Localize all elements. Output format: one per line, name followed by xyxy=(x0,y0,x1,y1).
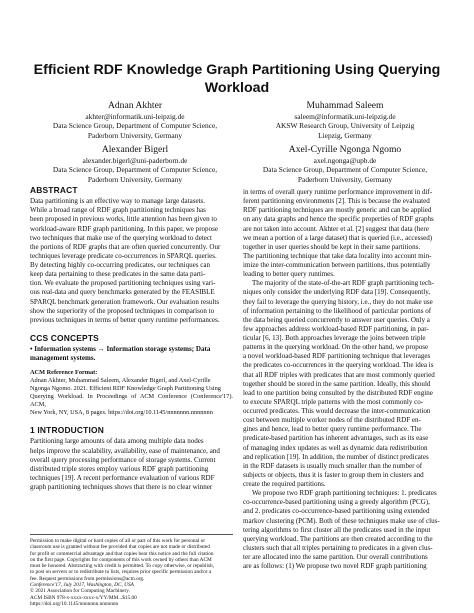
body-line: and replication [19]. In addition, the number of distinct predicates xyxy=(243,452,429,461)
body-line: RDF partitioning techniques are mostly generic and can be applied xyxy=(243,206,432,215)
body-line: occurred predicates. This would decrease the inter-communication xyxy=(243,407,431,415)
abstract-line: ous real-data and query benchmarks generated by the FEASIBLE xyxy=(30,288,215,297)
paragraph xyxy=(243,279,446,489)
body-line: leading to better query runtimes. xyxy=(243,270,335,279)
body-line: the predicates co-occurrences in the querying workload. The idea is xyxy=(243,361,434,370)
body-line: together in user queries should be kept in their same partitions. xyxy=(243,242,421,251)
body-line: that all RDF triples with predicates that are most commonly queried xyxy=(243,370,435,379)
body-line: of managing index updates as well as dynamic data redistribution xyxy=(243,443,428,452)
body-line: querying workload. The partitions are then created according to the xyxy=(243,534,433,543)
body-line: create the required partitions. xyxy=(243,480,326,488)
paragraph xyxy=(243,489,446,571)
body-line: together should be stored in the same partition. Ideally, this should xyxy=(243,379,431,388)
author-email: axel.ngonga@upb.de xyxy=(313,156,377,165)
author-affiliation: Paderborn University, Germany xyxy=(87,130,183,140)
body-line: co-occurrence-based partitioning using a greedy algorithm (PCG), xyxy=(243,498,430,507)
author-affiliation: AKSW Research Group, University of Leipzig xyxy=(275,121,415,131)
body-line: on any data graphs and hence the specific properties of RDF graphs xyxy=(243,215,434,224)
author-name: Alexander Bigerl xyxy=(101,144,169,155)
ccs-line: • Information systems → Information storage systems; Data xyxy=(30,345,211,353)
ccs-concepts xyxy=(30,345,233,363)
permission-footnote xyxy=(30,534,233,607)
author-email: saleem@informatik.uni-leipzig.de xyxy=(294,112,396,121)
footnote-line: Conference'17, July 2017, Washington, DC, USA xyxy=(30,582,134,589)
acm-reference-line: Adnan Akhter, Muhammad Saleem, Alexander Bigerl, and Axel-Cyrille xyxy=(30,377,211,385)
introduction-line: Partitioning large amounts of data among multiple data nodes xyxy=(30,437,204,446)
body-line: imize the inter-communication between partitions, thus potentially xyxy=(243,261,431,269)
body-line: they fail to leverage the querying history, i.e., they do not make use xyxy=(243,297,433,306)
introduction-line: graph partitioning techniques shows that there is no clear winner xyxy=(30,483,213,491)
body-line: The majority of the state-of-the-art RDF graph partitioning tech- xyxy=(252,279,434,288)
abstract-line: previous techniques in terms of better query runtime performances. xyxy=(30,315,220,324)
introduction-heading: 1 INTRODUCTION xyxy=(30,425,104,436)
body-line: The partitioning technique that take data locality into account min- xyxy=(243,251,432,260)
body-line: are as follows: (1) We propose two novel RDF graph partitioning xyxy=(243,562,427,571)
abstract-line: been proposed in previous works, little attention has been given to xyxy=(30,215,217,224)
body-line: ticular [6, 13]. Both approaches leverage the joins between triple xyxy=(243,334,426,342)
body-line: lead to one partition being consulted by the distributed RDF engine xyxy=(243,388,433,397)
author-affiliation: Data Science Group, Department of Computer Science, xyxy=(262,165,428,175)
author-email: alexander.bigerl@uni-paderborn.de xyxy=(82,156,188,165)
acm-reference-heading: ACM Reference Format: xyxy=(30,369,98,377)
body-line: ferent partitioning environments [2]. This is because the evaluated xyxy=(243,197,430,206)
paragraph xyxy=(243,188,446,279)
ccs-heading: CCS CONCEPTS xyxy=(30,332,99,343)
footnote-line: © 2021 Association for Computing Machinery. xyxy=(30,588,130,595)
footnote-line: https://doi.org/10.1145/nnnnnnn.nnnnnnn xyxy=(30,600,119,607)
abstract-line: By detecting highly co-occurring predicates, our techniques can xyxy=(30,261,211,269)
author-affiliation: Liepzig, Germany xyxy=(318,130,372,140)
body-line: markov clustering (PCM). Both of these techniques make use of clus- xyxy=(243,516,440,525)
abstract-body xyxy=(30,197,233,325)
title-line-2: Workload xyxy=(204,79,270,96)
author-email: akhter@informatik.uni-leipzig.de xyxy=(85,112,185,121)
author-affiliation: Data Science Group, Department of Computer Science, xyxy=(52,165,218,175)
body-line: niques only consider the underlying RDF data [19]. Consequently, xyxy=(243,288,431,297)
author-affiliation: Paderborn University, Germany xyxy=(297,174,393,184)
author-block-3 xyxy=(40,144,230,184)
author-block-4 xyxy=(250,144,440,184)
body-line: we mean a portion of a large dataset) that is queried (i.e., accessed) xyxy=(243,233,433,242)
footnote-line: classroom use is granted without fee provided that copies are not made or distributed xyxy=(30,544,210,551)
abstract-line: show the superiority of the proposed techniques in comparison to xyxy=(30,306,215,315)
right-column xyxy=(243,188,446,571)
abstract-line: techniques leverage predicate co-occurrences in SPARQL queries. xyxy=(30,251,217,260)
body-line: in the RDF datasets is usually much smaller than the number of xyxy=(243,461,423,470)
body-line: of information pertaining to the likelihood of particular portions of xyxy=(243,306,432,315)
abstract-line: two techniques that make use of the querying workload to detect xyxy=(30,233,212,242)
body-line: are not taken into account. Akhter et al. [2] suggest that data (here xyxy=(243,224,429,233)
abstract-line: workload-aware RDF graph partitioning. In this paper, we propose xyxy=(30,224,218,233)
abstract-line: tion. We evaluate the proposed partitioning techniques using vari- xyxy=(30,279,216,288)
author-name: Adnan Akhter xyxy=(107,100,163,111)
footnote-line: Permission to make digital or hard copies of all or part of this work for personal or xyxy=(30,538,206,544)
introduction-line: distributed triple stores employ various RDF graph partitioning xyxy=(30,464,209,473)
body-line: the data being queried concurrently to answer user queries. Only a xyxy=(243,315,430,324)
abstract-line: Data partitioning is an effective way to manage large datasets. xyxy=(30,197,206,206)
introduction-line: helps improve the scalability, availability, ease of maintenance, and xyxy=(30,446,220,455)
footnote-line: must be honored. Abstracting with credit is permitted. To copy otherwise, or republish, xyxy=(30,563,215,570)
body-line: tering algorithms to first cluster all the predicates used in the input xyxy=(243,525,431,534)
acm-reference-line: New York, NY, USA, 8 pages. https://doi.org/10.1145/nnnnnnn.nnnnnnn xyxy=(30,409,213,417)
abstract-line: the portions of RDF graphs that are often queried concurrently. Our xyxy=(30,242,221,251)
author-affiliation: Data Science Group, Department of Computer Science, xyxy=(52,121,218,131)
introduction-body xyxy=(30,437,233,492)
acm-reference-line: Querying Workload. In Proceedings of ACM Conference (Conference'17). ACM, xyxy=(30,393,233,409)
body-line: We propose two RDF graph partitioning techniques: 1. predicates xyxy=(252,489,437,498)
body-line: clusters such that all triples pertaining to predicates in a given clus- xyxy=(243,543,433,552)
author-name: Axel-Cyrille Ngonga Ngomo xyxy=(288,144,402,155)
body-line: patterns in the querying workload. On the other hand, we propose xyxy=(243,343,429,352)
footnote-line: ACM ISBN 978-x-xxxx-xxxx-x/YY/MM...$15.00 xyxy=(30,594,137,601)
body-line: predicate-based partition has inherent advantages, such as its ease xyxy=(243,434,429,443)
body-line: to execute SPARQL triple patterns with the most commonly co- xyxy=(243,397,424,406)
footnote-line: fee. Request permissions from permissions@acm.org. xyxy=(30,575,145,582)
introduction-line: techniques [19]. A recent performance evaluation of various RDF xyxy=(30,473,215,482)
introduction-line: overall query processing performance of storage systems. Current xyxy=(30,455,216,464)
paper-title xyxy=(30,62,444,97)
author-block-1 xyxy=(40,100,230,140)
abstract-line: keep data pertaining to these predicates in the same data parti- xyxy=(30,270,206,279)
abstract-line: While a broad range of RDF graph partitioning techniques has xyxy=(30,206,206,215)
body-line: subjects or objects, thus it is faster to group them in clusters and xyxy=(243,470,424,479)
author-name: Muhammad Saleem xyxy=(306,100,384,111)
author-block-2 xyxy=(250,100,440,140)
body-line: ter are allocated into the same partition. Our overall contributions xyxy=(243,553,428,561)
footnote-line: to post on servers or to redistribute to lists, requires prior specific permission and/or a xyxy=(30,569,212,576)
acm-reference-line: Ngonga Ngomo. 2021. Efficient RDF Knowledge Graph Partitioning Using xyxy=(30,385,221,393)
body-line: a novel workload-based RDF partitioning technique that leverages xyxy=(243,352,431,361)
body-line: and 2. predicates co-occurrence-based partitioning using extended xyxy=(243,507,430,516)
ccs-line: management systems. xyxy=(30,354,96,363)
body-line: few approaches address workload-based RDF partitioning, in par- xyxy=(243,324,429,333)
footnote-line: on the first page. Copyrights for components of this work owned by others than ACM xyxy=(30,556,212,563)
title-line-1: Efficient RDF Knowledge Graph Partitioning Using Querying xyxy=(33,62,441,78)
abstract-line: SPARQL benchmark generation framework. Our evaluation results xyxy=(30,297,220,306)
body-line: cost between multiple worker nodes of the distributed RDF en- xyxy=(243,416,421,425)
abstract-heading: ABSTRACT xyxy=(30,185,78,195)
body-line: gines and hence, lead to better query runtime performance. The xyxy=(243,425,422,434)
left-column xyxy=(30,186,233,492)
author-affiliation: Paderborn University, Germany xyxy=(87,174,183,184)
footnote-line: for profit or commercial advantage and that copies bear this notice and the full citation xyxy=(30,550,214,557)
body-line: in terms of overall query runtime performance improvement in dif- xyxy=(243,188,433,196)
acm-reference xyxy=(30,369,233,417)
